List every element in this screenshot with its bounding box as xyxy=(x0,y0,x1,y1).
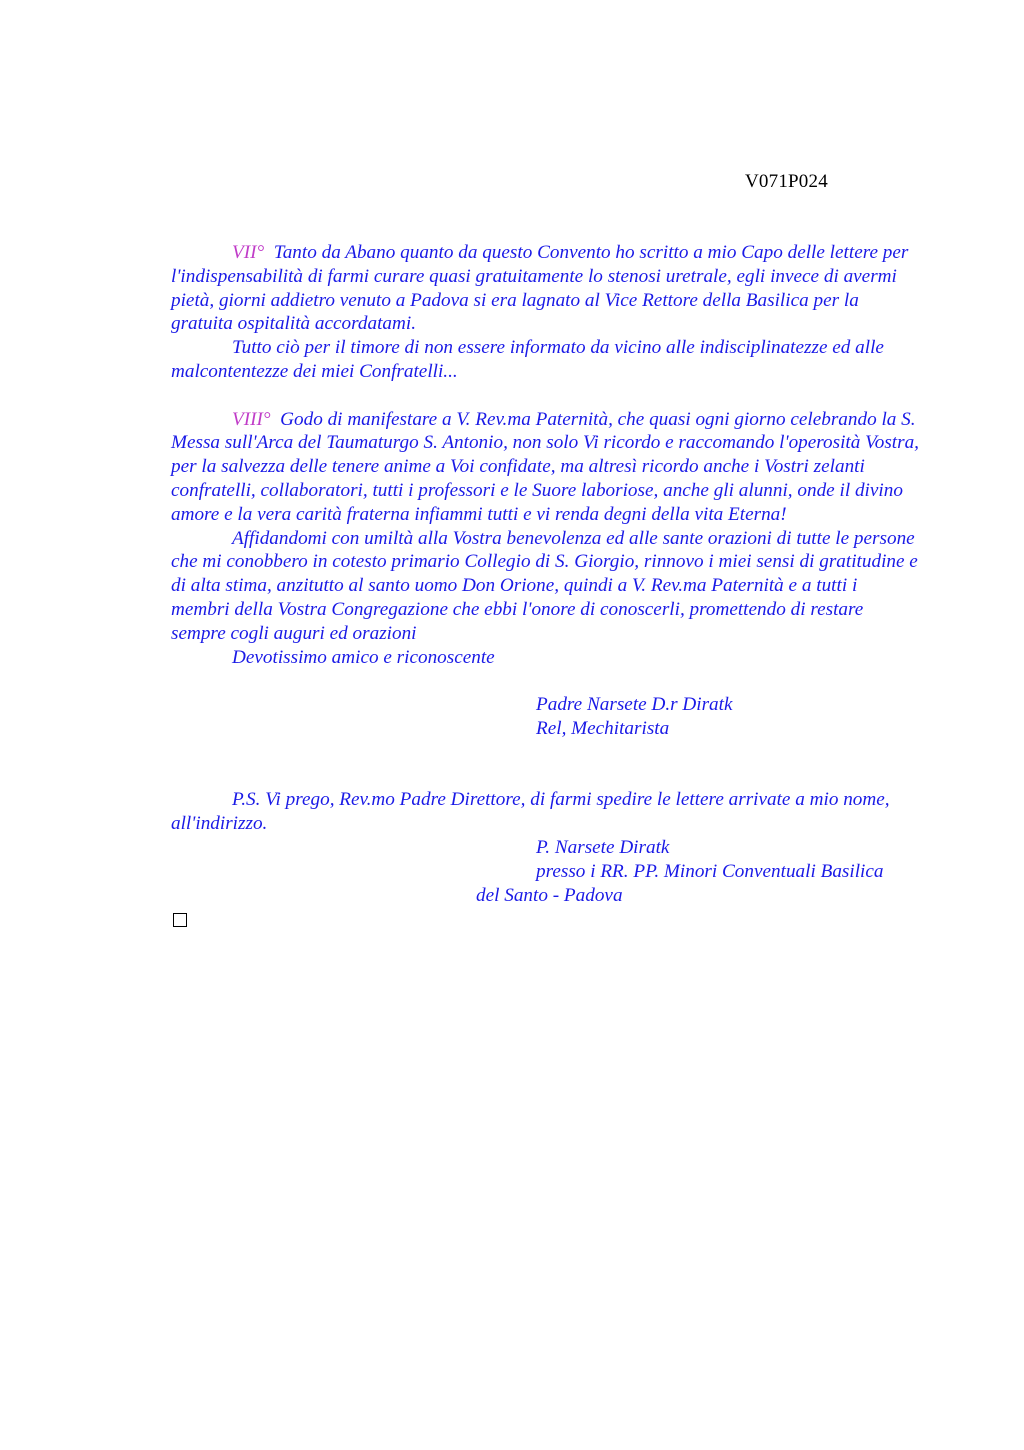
section-viii-paragraph-2: Affidandomi con umiltà alla Vostra benevolenza ed alle sante orazioni di tutte le persone che mi conobbero in cotesto primario Collegio di S. Giorgio, rinnovo i miei sensi di gratitudine e di alta stima, anzitutto al santo uomo Don Orione, quindi a V. Rev.ma Paternità e a tutti i membri della Vostra Congregazione che ebbi l'onore di conoscerli, promettendo di restare sempre cogli auguri ed orazioni xyxy=(171,527,918,644)
section-numeral-viii: VIII° xyxy=(232,408,271,430)
address-name: P. Narsete Diratk xyxy=(536,836,670,858)
signature-name: Padre Narsete D.r Diratk xyxy=(536,694,733,716)
section-vii-text: Tanto da Abano quanto da questo Convento ho scritto a mio Capo delle lettere per l'indispensabilità di farmi curare quasi gratuitamente lo stenosi uretrale, egli invece di avermi pietà, giorni addietro venuto a Padova si era lagnato al Vice Rettore della Basilica per la gratuita ospitalità accordatami. xyxy=(171,242,909,335)
paragraph-gap xyxy=(171,741,919,765)
section-vii-paragraph xyxy=(171,241,919,336)
section-viii-text: Godo di manifestare a V. Rev.ma Paternità, che quasi ogni giorno celebrando la S. Messa sull'Arca del Taumaturgo S. Antonio, non solo Vi ricordo e raccomando l'operosità Vostra, per la salvezza delle tenere anime a Voi confidate, ma altresì ricordo anche i Vostri zelanti confratelli, collaboratori, tutti i professori e le Suore laboriose, anche gli alunni, onde il divino amore e la vera carità fraterna infiammi tutti e vi renda degni della vita Eterna! xyxy=(171,408,919,525)
address-line-2: del Santo - Padova xyxy=(476,884,623,906)
address-line-1: presso i RR. PP. Minori Conventuali Basilica xyxy=(536,860,884,882)
postscript-text: P.S. Vi prego, Rev.mo Padre Direttore, di farmi spedire le lettere arrivate a mio nome, all'indirizzo. xyxy=(171,789,890,835)
closing-line: Devotissimo amico e riconoscente xyxy=(232,646,495,668)
paragraph-gap xyxy=(171,765,919,789)
letter-body xyxy=(171,241,919,927)
empty-box-icon xyxy=(173,913,187,927)
paragraph-gap xyxy=(171,669,919,693)
signature-title: Rel, Mechitarista xyxy=(536,717,670,739)
section-numeral-vii: VII° xyxy=(232,242,265,263)
page-reference: V071P024 xyxy=(745,171,828,192)
paragraph-gap xyxy=(171,384,919,408)
section-vii-paragraph-2: Tutto ciò per il timore di non essere informato da vicino alle indisciplinatezze ed alle malcontentezze dei miei Confratelli... xyxy=(171,337,884,382)
section-viii-paragraph xyxy=(171,408,919,527)
